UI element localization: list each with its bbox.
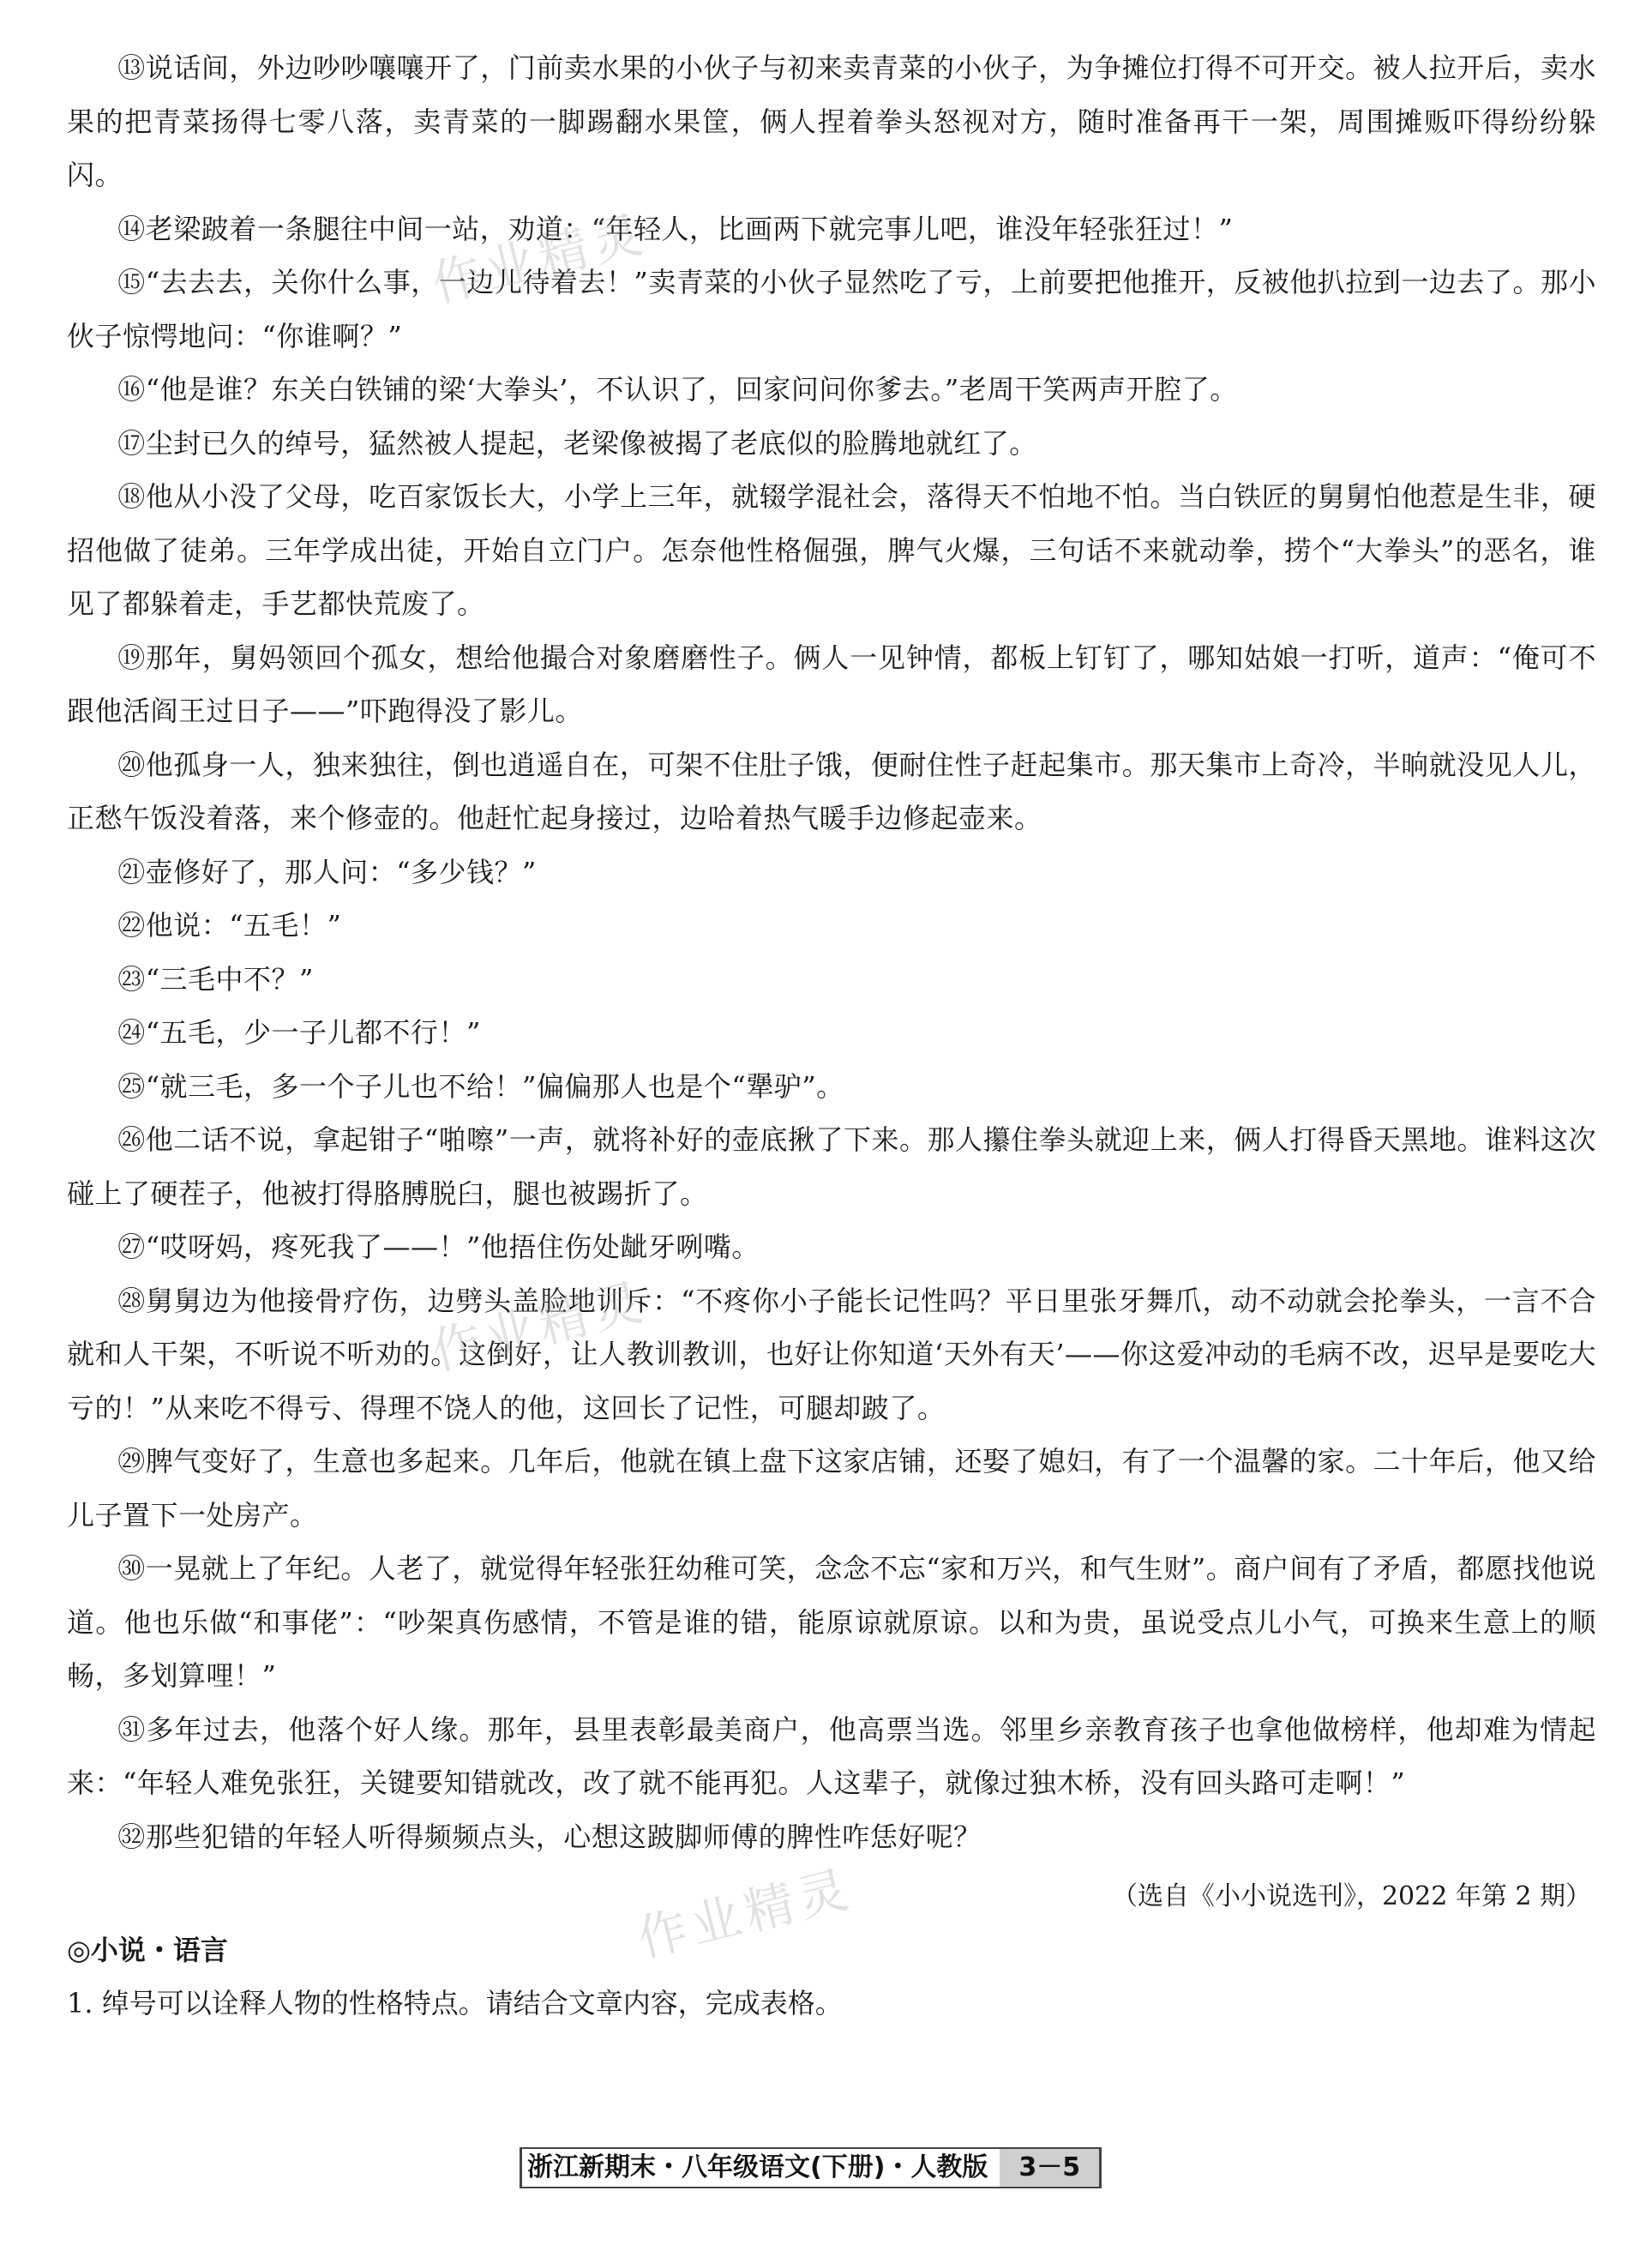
paragraph-26: ㉖他二话不说，拿起钳子“啪嚓”一声，就将补好的壶底揪了下来。那人攥住拳头就迎上来，俩人打得昏天黑地。谁料这次碰上了硬茬子，他被打得胳膊脱臼，腿也被踢折了。 [67, 1123, 1596, 1210]
section-title: ◎小说・语言 [67, 1934, 228, 1966]
paragraph-31: ㉛多年过去，他落个好人缘。那年，县里表彰最美商户，他高票当选。邻里乡亲教育孩子也拿他做榜样，他却难为情起来：“年轻人难免张狂，关键要知错就改，改了就不能再犯。人这辈子，就像过独木桥，没有回头路可走啊！” [67, 1712, 1596, 1799]
paragraph-29: ㉙脾气变好了，生意也多起来。几年后，他就在镇上盘下这家店铺，还娶了媳妇，有了一个温馨的家。二十年后，他又给儿子置下一处房产。 [67, 1445, 1596, 1532]
source-citation: （选自《小小说选刊》，2022 年第 2 期） [1111, 1881, 1591, 1911]
paragraph-28: ㉘舅舅边为他接骨疗伤，边劈头盖脸地训斥：“不疼你小子能长记性吗？平日里张牙舞爪，动不动就会抡拳头，一言不合就和人干架，不听说不听劝的。这倒好，让人教训教训，也好让你知道‘天外有天’——你这爱冲动的毛病不改，迟早是要吃大亏的！”从来吃不得亏、得理不饶人的他，这回长了记性，可腿却跛了。 [67, 1284, 1596, 1424]
watermark: 作业精灵 [425, 203, 653, 314]
paragraph-16: ⑯“他是谁？东关白铁铺的梁‘大拳头’，不认识了，回家问问你爹去。”老周干笑两声开腔了。 [117, 373, 1238, 406]
paragraph-25: ㉕“就三毛，多一个子儿也不给！”偏偏那人也是个“犟驴”。 [117, 1069, 844, 1103]
article-body [67, 41, 1596, 2030]
paragraph-30: ㉚一晃就上了年纪。人老了，就觉得年轻张狂幼稚可笑，念念不忘“家和万兴，和气生财”。商户间有了矛盾，都愿找他说道。他也乐做“和事佬”：“吵架真伤感情，不管是谁的错，能原谅就原谅。以和为贵，虽说受点儿小气，可换来生意上的顺畅，多划算哩！” [67, 1552, 1596, 1692]
footer-book-title: 浙江新期末・八年级语文(下册)・人教版 [520, 2149, 1000, 2187]
paragraph-23: ㉓“三毛中不？” [117, 962, 314, 996]
paragraph-32: ㉜那些犯错的年轻人听得频频点头，心想这跛脚师傅的脾性咋恁好呢？ [117, 1820, 982, 1853]
paragraph-24: ㉔“五毛，少一子儿都不行！” [117, 1016, 481, 1049]
footer-page-number: 3－5 [1000, 2149, 1102, 2187]
paragraph-21: ㉑壶修好了，那人问：“多少钱？” [117, 855, 537, 888]
paragraph-17: ⑰尘封已久的绰号，猛然被人提起，老梁像被揭了老底似的脸腾地就红了。 [117, 426, 1037, 460]
page-footer [520, 2147, 1102, 2188]
paragraph-22: ㉒他说：“五毛！” [117, 909, 342, 942]
paragraph-20: ⑳他孤身一人，独来独往，倒也逍遥自在，可架不住肚子饿，便耐住性子赶起集市。那天集市上奇冷，半晌就没见人儿，正愁午饭没着落，来个修壶的。他赶忙起身接过，边哈着热气暖手边修起壶来。 [67, 748, 1596, 834]
paragraph-14: ⑭老梁跛着一条腿往中间一站，劝道：“年轻人，比画两下就完事儿吧，谁没年轻张狂过！” [117, 212, 1234, 245]
paragraph-18: ⑱他从小没了父母，吃百家饭长大，小学上三年，就辍学混社会，落得天不怕地不怕。当白铁匠的舅舅怕他惹是生非，硬招他做了徒弟。三年学成出徒，开始自立门户。怎奈他性格倔强，脾气火爆，三句话不来就动拳，捞个“大拳头”的恶名，谁见了都躲着走，手艺都快荒废了。 [67, 480, 1596, 620]
paragraph-13: ⑬说话间，外边吵吵嚷嚷开了，门前卖水果的小伙子与初来卖青菜的小伙子，为争摊位打得不可开交。被人拉开后，卖水果的把青菜扬得七零八落，卖青菜的一脚踢翻水果筐，俩人捏着拳头怒视对方，随时准备再干一架，周围摊贩吓得纷纷躲闪。 [67, 51, 1596, 191]
watermark: 作业精灵 [425, 1271, 653, 1381]
watermark: 作业精灵 [631, 1858, 859, 1969]
question-1: 1. 绰号可以诠释人物的性格特点。请结合文章内容，完成表格。 [67, 1987, 843, 2019]
paragraph-27: ㉗“哎呀妈，疼死我了——！”他捂住伤处龇牙咧嘴。 [117, 1231, 760, 1263]
paragraph-19: ⑲那年，舅妈领回个孤女，想给他撮合对象磨磨性子。俩人一见钟情，都板上钉钉了，哪知姑娘一打听，道声：“俺可不跟他活阎王过日子——”吓跑得没了影儿。 [67, 641, 1596, 727]
paragraph-15: ⑮“去去去，关你什么事，一边儿待着去！”卖青菜的小伙子显然吃了亏，上前要把他推开，反被他扒拉到一边去了。那小伙子惊愕地问：“你谁啊？” [67, 266, 1596, 352]
